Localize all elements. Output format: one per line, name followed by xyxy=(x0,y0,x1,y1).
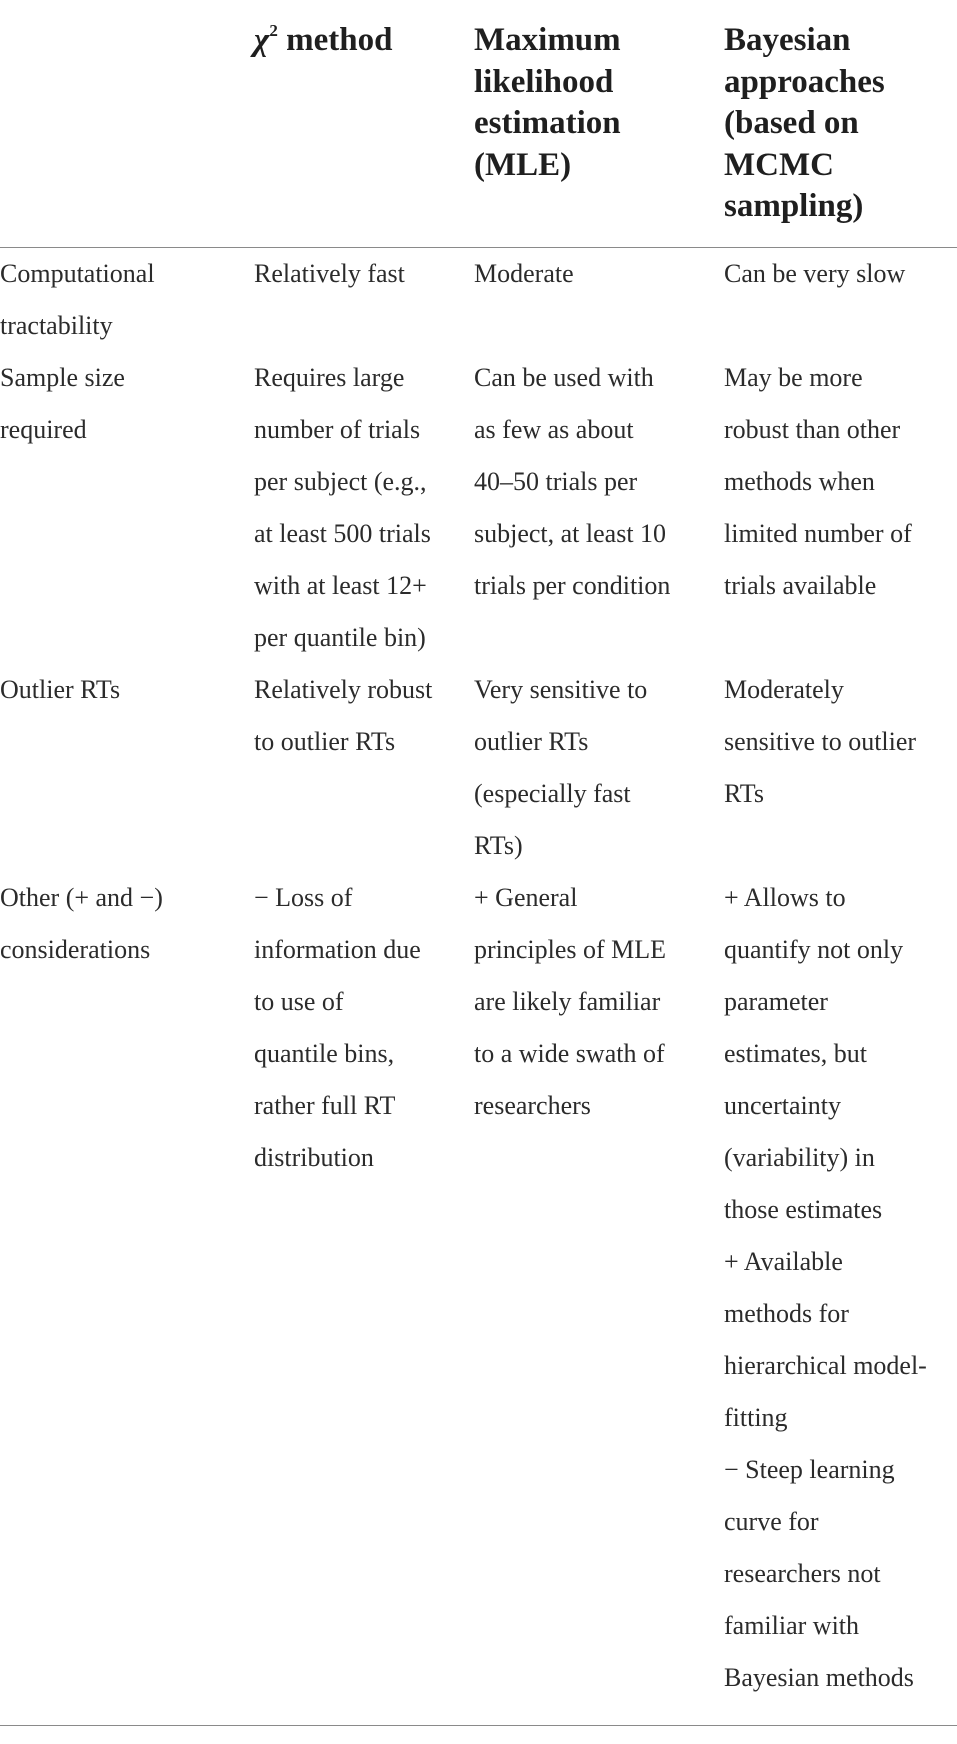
cell-line: rather full RT xyxy=(254,1091,396,1120)
cell-mle-other xyxy=(474,872,714,1132)
cell-line: distribution xyxy=(254,1143,374,1172)
cell-line: (especially fast xyxy=(474,779,631,808)
cell-line: + Allows to xyxy=(724,883,846,912)
chi-method-text: method xyxy=(277,22,393,58)
cell-line: Can be used with xyxy=(474,363,654,392)
chi-superscript: 2 xyxy=(269,21,278,40)
header-line: likelihood xyxy=(474,63,614,100)
cell-line: methods when xyxy=(724,467,875,496)
cell-line: trials available xyxy=(724,571,877,600)
cell-line: with at least 12+ xyxy=(254,571,427,600)
cell-line: familiar with xyxy=(724,1611,860,1640)
cell-line: required xyxy=(0,415,87,444)
cell-line: Relatively robust xyxy=(254,675,433,704)
cell-line: tractability xyxy=(0,311,113,340)
cell-line: per subject (e.g., xyxy=(254,467,427,496)
cell-bayes-sample-size xyxy=(724,352,957,612)
cell-line: − Loss of xyxy=(254,883,353,912)
cell-line: to use of xyxy=(254,987,344,1016)
cell-line: fitting xyxy=(724,1403,788,1432)
cell-line: number of trials xyxy=(254,415,421,444)
header-line: Bayesian xyxy=(724,22,851,58)
header-line: MCMC xyxy=(724,146,834,183)
cell-chi2-tractability xyxy=(254,248,454,300)
cell-line: trials per condition xyxy=(474,571,671,600)
header-line: estimation xyxy=(474,105,621,141)
cell-line: May be more xyxy=(724,363,863,392)
cell-line: information due xyxy=(254,935,421,964)
cell-chi2-other xyxy=(254,872,454,1184)
cell-line: to a wide swath of xyxy=(474,1039,665,1068)
cell-bayes-other xyxy=(724,872,957,1704)
header-bayesian xyxy=(724,20,957,228)
cell-line: per quantile bin) xyxy=(254,623,426,652)
cell-mle-sample-size xyxy=(474,352,714,612)
header-mle xyxy=(474,20,714,186)
cell-line: considerations xyxy=(0,935,151,964)
cell-line: − Steep learning xyxy=(724,1455,895,1484)
cell-line: Relatively fast xyxy=(254,259,405,288)
cell-line: to outlier RTs xyxy=(254,727,396,756)
row-label-computational-tractability xyxy=(0,248,240,352)
cell-line: Computational xyxy=(0,259,155,288)
row-label-sample-size xyxy=(0,352,240,456)
cell-line: robust than other xyxy=(724,415,901,444)
cell-line: sensitive to outlier xyxy=(724,727,917,756)
header-line: sampling) xyxy=(724,188,864,224)
cell-line: subject, at least 10 xyxy=(474,519,667,548)
cell-line: 40–50 trials per xyxy=(474,467,638,496)
cell-line: curve for xyxy=(724,1507,819,1536)
cell-mle-outliers xyxy=(474,664,714,872)
cell-line: + Available xyxy=(724,1247,843,1276)
cell-line: RTs) xyxy=(474,831,523,860)
header-chi-square-method xyxy=(254,20,454,62)
cell-mle-tractability xyxy=(474,248,714,300)
cell-line: hierarchical model- xyxy=(724,1351,927,1380)
cell-bayes-tractability xyxy=(724,248,957,300)
cell-chi2-sample-size xyxy=(254,352,454,664)
header-line: (MLE) xyxy=(474,146,572,183)
cell-bayes-outliers xyxy=(724,664,957,820)
cell-line: those estimates xyxy=(724,1195,883,1224)
cell-line: uncertainty xyxy=(724,1091,841,1120)
cell-line: methods for xyxy=(724,1299,849,1328)
cell-line: parameter xyxy=(724,987,828,1016)
row-label-other-considerations xyxy=(0,872,240,976)
header-line: Maximum xyxy=(474,22,621,58)
cell-line: Outlier RTs xyxy=(0,675,121,704)
cell-line: estimates, but xyxy=(724,1039,867,1068)
cell-line: + General xyxy=(474,883,578,912)
cell-line: as few as about xyxy=(474,415,634,444)
cell-line: limited number of xyxy=(724,519,912,548)
cell-line: RTs xyxy=(724,779,764,808)
chi-symbol: χ xyxy=(254,22,270,58)
header-line: (based on xyxy=(724,105,859,141)
cell-line: Other (+ and −) xyxy=(0,883,163,912)
cell-chi2-outliers xyxy=(254,664,454,768)
cell-line: Very sensitive to xyxy=(474,675,648,704)
header-line: approaches xyxy=(724,63,885,100)
cell-line: quantify not only xyxy=(724,935,904,964)
cell-line: outlier RTs xyxy=(474,727,589,756)
cell-line: quantile bins, xyxy=(254,1039,395,1068)
cell-line: at least 500 trials xyxy=(254,519,431,548)
cell-line: researchers xyxy=(474,1091,591,1120)
cell-line: Can be very slow xyxy=(724,259,906,288)
cell-line: researchers not xyxy=(724,1559,881,1588)
row-label-outlier-rts xyxy=(0,664,240,716)
cell-line: (variability) in xyxy=(724,1143,875,1172)
table-bottom-rule xyxy=(0,1725,957,1726)
cell-line: Moderately xyxy=(724,675,844,704)
cell-line: principles of MLE xyxy=(474,935,667,964)
cell-line: Moderate xyxy=(474,259,574,288)
cell-line: Requires large xyxy=(254,363,405,392)
cell-line: are likely familiar xyxy=(474,987,661,1016)
cell-line: Sample size xyxy=(0,363,125,392)
cell-line: Bayesian methods xyxy=(724,1663,914,1692)
